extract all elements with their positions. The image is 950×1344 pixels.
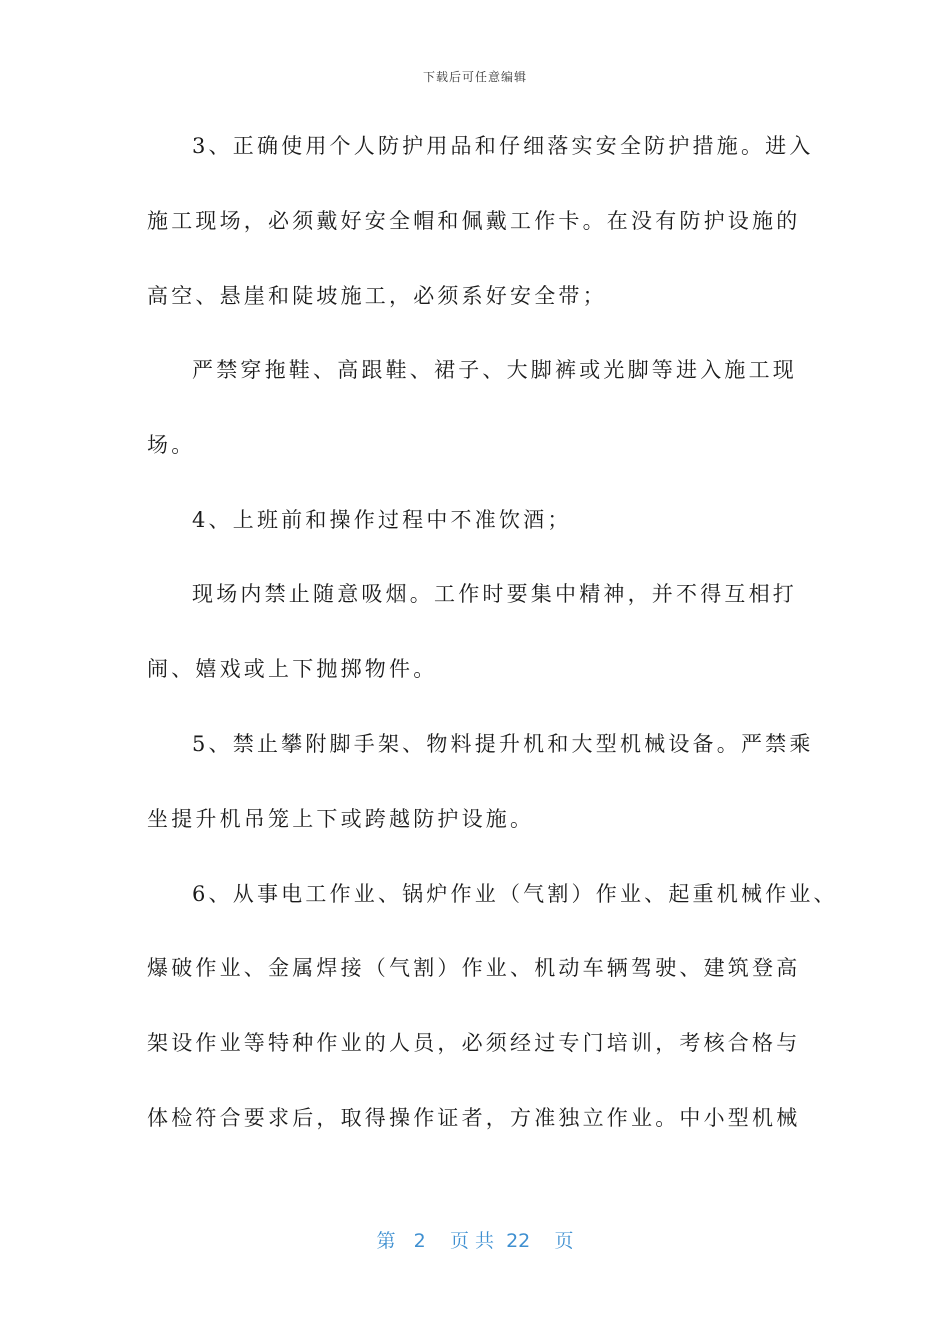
page-footer	[0, 1226, 950, 1253]
footer-label-after: 页	[554, 1230, 574, 1252]
paragraph-line: 体检符合要求后，取得操作证者，方准独立作业。中小型机械	[147, 1106, 801, 1130]
paragraph-line: 严禁穿拖鞋、高跟鞋、裙子、大脚裤或光脚等进入施工现	[192, 358, 797, 382]
page-header-note: 下载后可任意编辑	[422, 70, 527, 84]
paragraph-line: 5、禁止攀附脚手架、物料提升机和大型机械设备。严禁乘	[192, 732, 814, 756]
paragraph-line: 6、从事电工作业、锅炉作业（气割）作业、起重机械作业、	[192, 882, 838, 906]
footer-label-middle: 页 共	[449, 1230, 494, 1252]
paragraph-line: 闹、嬉戏或上下抛掷物件。	[147, 657, 438, 681]
paragraph-line: 4、上班前和操作过程中不准饮酒；	[192, 508, 572, 532]
footer-label-before: 第	[376, 1230, 396, 1252]
paragraph-line: 场。	[147, 433, 196, 457]
paragraph-line: 架设作业等特种作业的人员，必须经过专门培训，考核合格与	[147, 1031, 801, 1055]
paragraph-line: 现场内禁止随意吸烟。工作时要集中精神，并不得互相打	[192, 582, 797, 606]
paragraph-line: 坐提升机吊笼上下或跨越防护设施。	[147, 807, 535, 831]
paragraph-line: 爆破作业、金属焊接（气割）作业、机动车辆驾驶、建筑登高	[147, 956, 801, 980]
paragraph-line: 施工现场，必须戴好安全帽和佩戴工作卡。在没有防护设施的	[147, 209, 801, 233]
paragraph-line: 高空、悬崖和陡坡施工，必须系好安全带；	[147, 284, 607, 308]
paragraph-line: 3、正确使用个人防护用品和仔细落实安全防护措施。进入	[192, 134, 814, 158]
current-page-number: 2	[413, 1230, 426, 1252]
total-pages-number: 22	[506, 1230, 531, 1252]
